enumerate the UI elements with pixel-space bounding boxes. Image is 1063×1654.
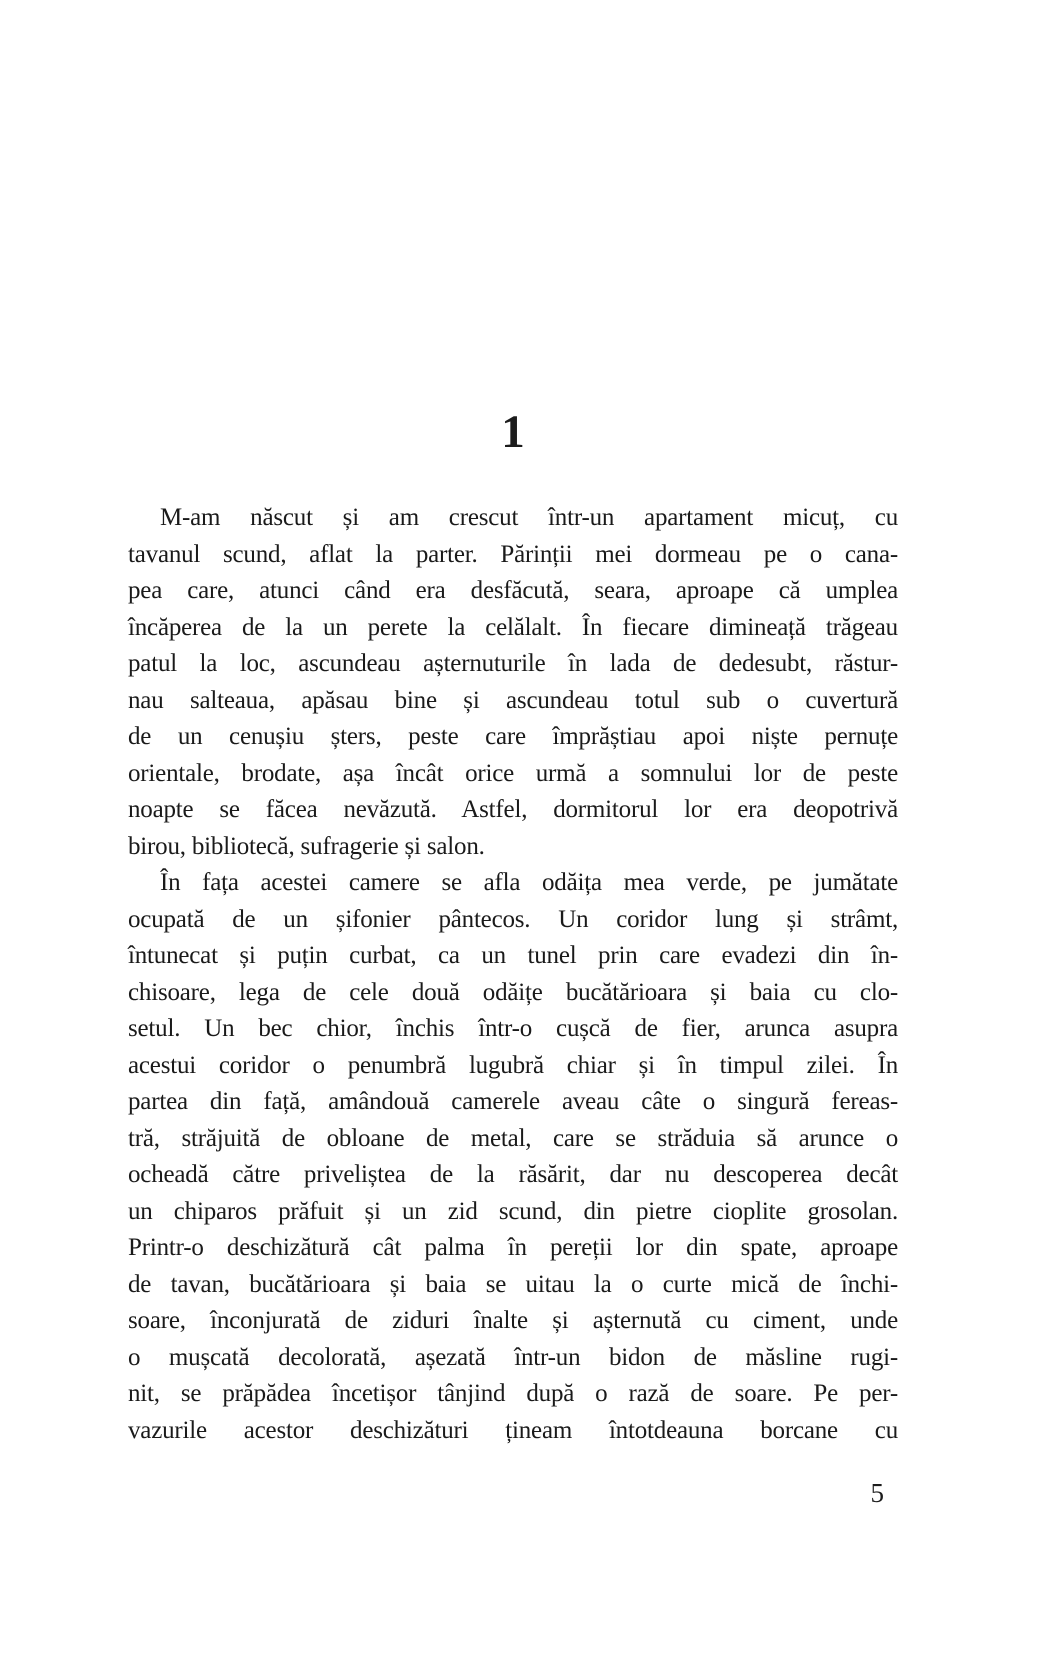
text-line: birou, bibliotecă, sufragerie și salon. xyxy=(128,832,485,860)
text-line: orientale, brodate, așa încât orice urmă a somnului lor de peste xyxy=(128,759,898,787)
text-line: vazurile acestor deschizături țineam întotdeauna borcane cu xyxy=(128,1416,898,1444)
body-text xyxy=(128,500,898,1449)
text-line: În fața acestei camere se afla odăița mea verde, pe jumătate xyxy=(160,869,898,896)
text-line: noapte se făcea nevăzută. Astfel, dormitorul lor era deopotrivă xyxy=(128,796,898,823)
text-line: patul la loc, ascundeau așternuturile în lada de dedesubt, răstur- xyxy=(128,650,898,677)
text-line: chisoare, lega de cele două odăițe bucătărioara și baia cu clo- xyxy=(128,978,898,1006)
page-number: 5 xyxy=(870,1478,884,1508)
text-line: de tavan, bucătărioara și baia se uitau la o curte mică de închi- xyxy=(128,1270,898,1298)
text-line: acestui coridor o penumbră lugubră chiar și în timpul zilei. În xyxy=(128,1051,898,1079)
text-line: M-am născut și am crescut într-un apartament micuț, cu xyxy=(160,504,898,531)
text-line: nit, se prăpădea încetișor tânjind după o rază de soare. Pe per- xyxy=(128,1380,898,1407)
text-line: tavanul scund, aflat la parter. Părinții mei dormeau pe o cana- xyxy=(128,540,898,568)
text-line: tră, străjuită de obloane de metal, care se străduia să arunce o xyxy=(128,1124,898,1152)
text-line: de un cenușiu șters, peste care împrăștiau apoi niște pernuțe xyxy=(128,723,898,750)
text-line: ocupată de un șifonier pântecos. Un coridor lung și strâmt, xyxy=(128,905,898,933)
text-line: încăperea de la un perete la celălalt. În fiecare dimineață trăgeau xyxy=(128,613,898,641)
chapter-number: 1 xyxy=(501,406,525,458)
text-line: pea care, atunci când era desfăcută, seara, aproape că umplea xyxy=(128,577,898,604)
paragraph xyxy=(128,500,898,865)
text-line: partea din față, amândouă camerele aveau câte o singură fereas- xyxy=(128,1088,898,1115)
text-line: soare, înconjurată de ziduri înalte și așternută cu ciment, unde xyxy=(128,1307,898,1334)
text-line: un chiparos prăfuit și un zid scund, din pietre cioplite grosolan. xyxy=(128,1197,898,1225)
text-line: o mușcată decolorată, așezată într-un bidon de măsline rugi- xyxy=(128,1343,898,1371)
text-line: ocheadă către priveliștea de la răsărit, dar nu descoperea decât xyxy=(128,1161,898,1188)
text-line: nau salteaua, apăsau bine și ascundeau totul sub o cuvertură xyxy=(128,686,898,714)
paragraph xyxy=(128,865,898,1449)
text-line: Printr-o deschizătură cât palma în pereții lor din spate, aproape xyxy=(128,1234,898,1261)
text-line: setul. Un bec chior, închis într-o cușcă de fier, arunca asupra xyxy=(128,1015,898,1042)
text-line: întunecat și puțin curbat, ca un tunel prin care evadezi din în- xyxy=(128,942,898,969)
